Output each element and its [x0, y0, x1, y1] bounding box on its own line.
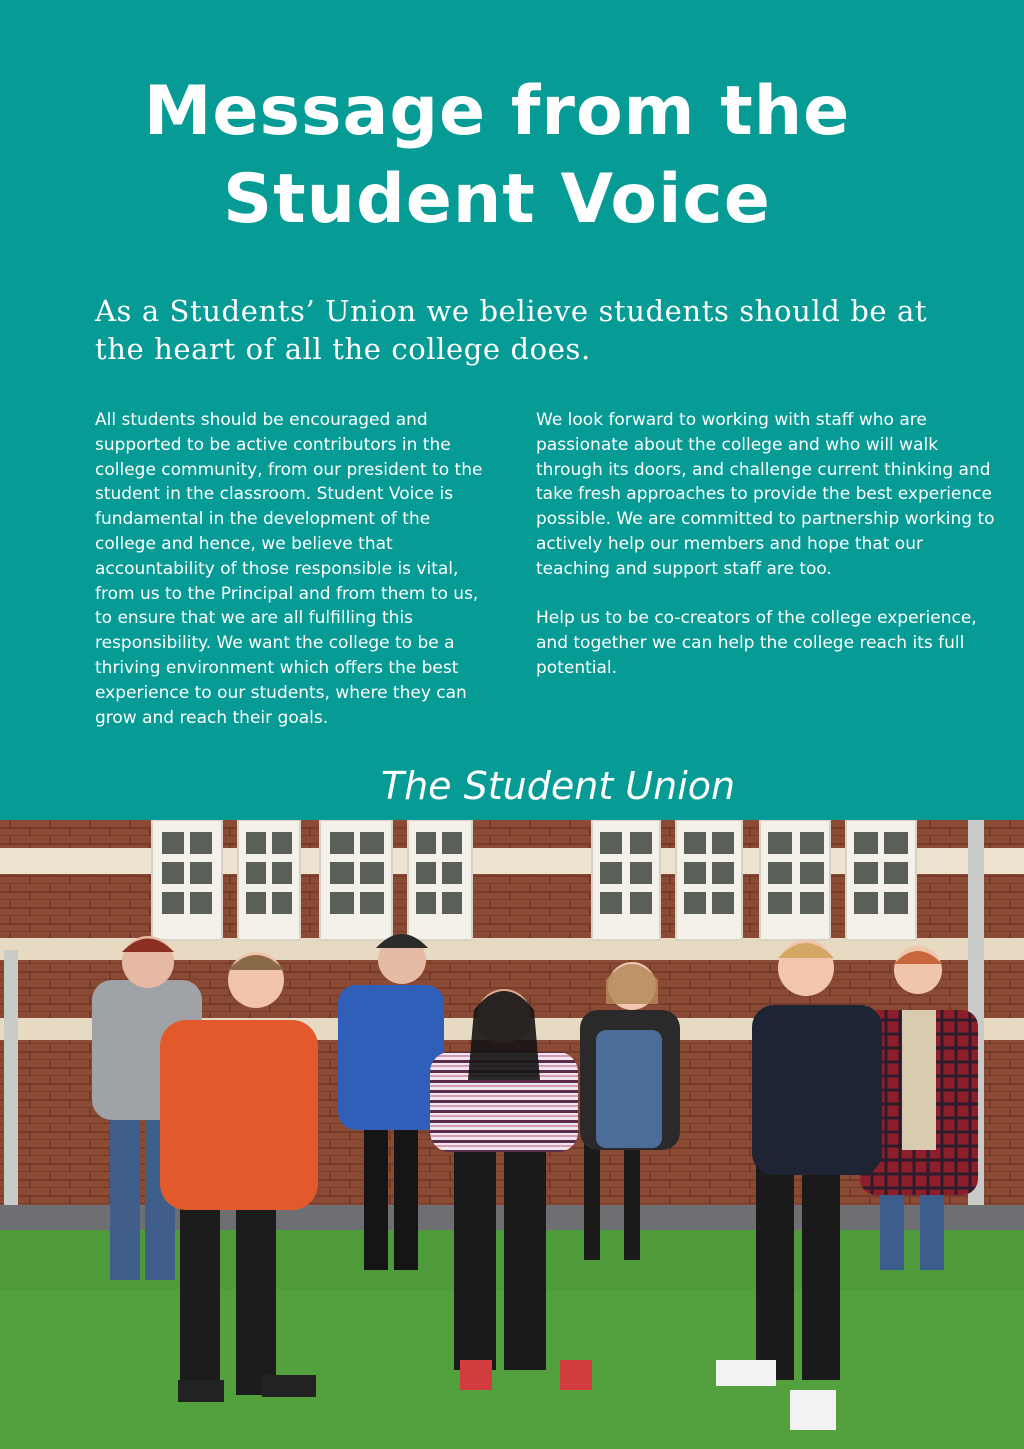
body-paragraph-right-2: Help us to be co-creators of the college experience, and together we can help the college reach its full potential.	[536, 608, 977, 678]
signature: The Student Union	[380, 764, 736, 808]
body-column-right	[536, 408, 996, 681]
body-paragraph-right-1: We look forward to working with staff who are passionate about the college and who will walk through its doors, and challenge current thinking and take fresh approaches to provide the best experience possible. We are committed to partnership working to actively help our members and hope that our teaching and support staff are too.	[536, 410, 995, 579]
page-title	[0, 68, 994, 244]
lead-statement: As a Students’ Union we believe students should be at the heart of all the college does.	[95, 294, 928, 366]
group-photo	[0, 820, 1024, 1449]
group-photo-illustration	[0, 820, 1024, 1449]
title-line-2: Student Voice	[223, 160, 771, 239]
body-paragraph-left: All students should be encouraged and supported to be active contributors in the college community, from our president to the student in the classroom. Student Voice is fundamental in the development of the college and hence, we believe that accountability of those responsible is vital, from us to the Principal and from them to us, to ensure that we are all fulfilling this responsibility. We want the college to be a thriving environment which offers the best experience to our students, where they can grow and reach their goals.	[95, 410, 483, 728]
body-column-left	[95, 408, 490, 730]
title-line-1: Message from the	[143, 72, 851, 151]
